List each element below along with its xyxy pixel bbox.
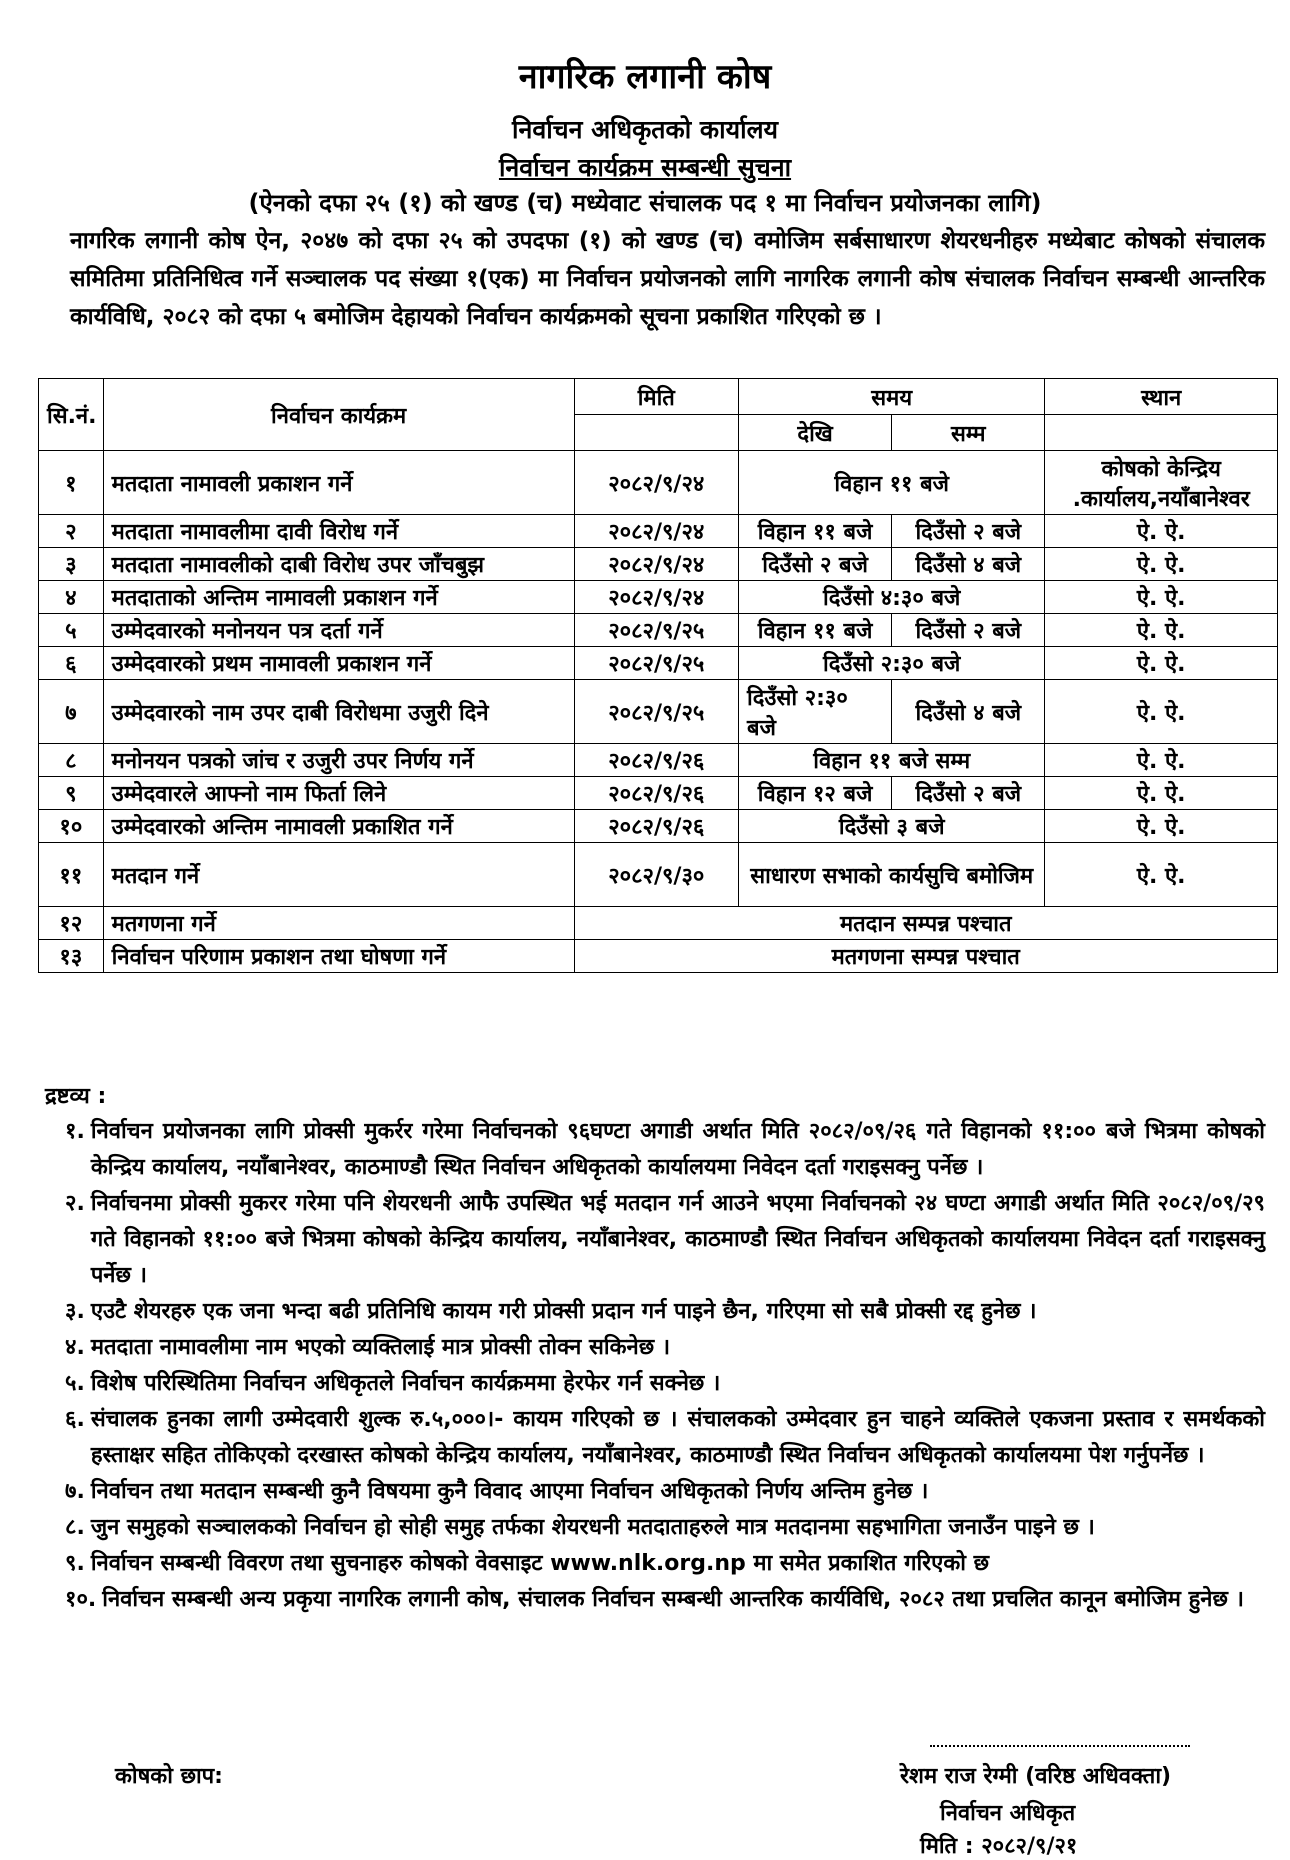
row-time: विहान ११ बजे सम्म bbox=[739, 744, 1045, 777]
table-row bbox=[39, 777, 1278, 810]
row-sn: १२ bbox=[39, 907, 104, 940]
signature-line bbox=[930, 1745, 1190, 1747]
intro-paragraph: नागरिक लगानी कोष ऐन, २०४७ को दफा २५ को उपदफा (१) को खण्ड (च) वमोजिम सर्बसाधारण शेयरधनीहरु मध्येबाट कोषको संचालक समितिमा प्रतिनिधित्व गर्ने सञ्चालक पद संख्या १(एक) मा निर्वाचन प्रयोजनको लागि नागरिक लगानी कोष संचालक निर्वाचन सम्बन्धी आन्तरिक कार्यविधि, २०८२ को दफा ५ बमोजिम देहायको निर्वाचन कार्यक्रमको सूचना प्रकाशित गरिएको छ । bbox=[70, 228, 1265, 330]
header-time: समय bbox=[739, 379, 1045, 415]
note-text: मतदाता नामावलीमा नाम भएको व्यक्तिलाई मात्र प्रोक्सी तोक्न सकिनेछ । bbox=[90, 1335, 671, 1360]
note-item bbox=[45, 1366, 1265, 1402]
note-text: निर्वाचन तथा मतदान सम्बन्धी कुनै विषयमा कुनै विवाद आएमा निर्वाचन अधिकृतको निर्णय अन्तिम हुनेछ । bbox=[90, 1479, 929, 1504]
officer-designation: निर्वाचन अधिकृत bbox=[940, 1801, 1076, 1826]
row-sn: ३ bbox=[39, 548, 104, 581]
row-place: ऐ. ऐ. bbox=[1045, 810, 1278, 843]
row-sn: २ bbox=[39, 515, 104, 548]
row-sn: ११ bbox=[39, 843, 104, 907]
row-date: २०८२/९/२५ bbox=[574, 647, 739, 680]
note-item bbox=[45, 1294, 1265, 1330]
note-number: ५. bbox=[65, 1371, 85, 1396]
row-sn: १३ bbox=[39, 940, 104, 973]
row-time: दिउँसो ४:३० बजे bbox=[739, 581, 1045, 614]
row-span-note: मतगणना सम्पन्न पश्चात bbox=[574, 940, 1277, 973]
note-number: १. bbox=[65, 1119, 85, 1144]
row-sn: १० bbox=[39, 810, 104, 843]
row-time-from: विहान १२ बजे bbox=[739, 777, 892, 810]
table-row bbox=[39, 907, 1278, 940]
table-row bbox=[39, 744, 1278, 777]
note-number: ३. bbox=[65, 1299, 85, 1324]
row-program: उम्मेदवारको प्रथम नामावली प्रकाशन गर्ने bbox=[103, 647, 574, 680]
row-date: २०८२/९/२६ bbox=[574, 777, 739, 810]
note-text: एउटै शेयरहरु एक जना भन्दा बढी प्रतिनिधि कायम गरी प्रोक्सी प्रदान गर्न पाइने छैन, गरिएमा सो सबै प्रोक्सी रद्द हुनेछ । bbox=[90, 1299, 1037, 1324]
note-number: ४. bbox=[65, 1335, 85, 1360]
row-date: २०८२/९/२५ bbox=[574, 680, 739, 744]
row-time-to: दिउँसो २ बजे bbox=[892, 515, 1045, 548]
note-item bbox=[45, 1474, 1265, 1510]
row-sn: ६ bbox=[39, 647, 104, 680]
table-row bbox=[39, 940, 1278, 973]
header-place: स्थान bbox=[1045, 379, 1278, 415]
office-stamp-label: कोषको छाप: bbox=[115, 1764, 223, 1789]
notice-parenthetical: (ऐनको दफा २५ (१) को खण्ड (च) मध्येवाट संचालक पद १ मा निर्वाचन प्रयोजनका लागि) bbox=[248, 189, 1042, 217]
row-sn: ५ bbox=[39, 614, 104, 647]
row-time: विहान ११ बजे bbox=[739, 451, 1045, 515]
row-time-to: दिउँसो ४ बजे bbox=[892, 548, 1045, 581]
row-place: कोषको केन्द्रिय .कार्यालय,नयाँबानेश्वर bbox=[1045, 451, 1278, 515]
row-place: ऐ. ऐ. bbox=[1045, 647, 1278, 680]
header-from: देखि bbox=[739, 415, 892, 451]
note-number: २. bbox=[65, 1191, 85, 1216]
row-program: मतदाता नामावली प्रकाशन गर्ने bbox=[103, 451, 574, 515]
row-program: उम्मेदवारको मनोनयन पत्र दर्ता गर्ने bbox=[103, 614, 574, 647]
note-item bbox=[45, 1402, 1265, 1474]
row-date: २०८२/९/२६ bbox=[574, 744, 739, 777]
note-item bbox=[45, 1546, 1265, 1582]
row-time-to: दिउँसो ४ बजे bbox=[892, 680, 1045, 744]
table-row bbox=[39, 515, 1278, 548]
row-date: २०८२/९/२४ bbox=[574, 581, 739, 614]
note-text: निर्वाचन सम्बन्धी विवरण तथा सुचनाहरु कोषको वेवसाइट www.nlk.org.np मा समेत प्रकाशित गरिएको छ bbox=[90, 1551, 990, 1576]
notes-section bbox=[45, 1080, 1265, 1618]
office-title: निर्वाचन अधिकृतको कार्यालय bbox=[511, 115, 779, 144]
notice-subject bbox=[0, 150, 1290, 184]
row-program: उम्मेदवारको नाम उपर दाबी विरोधमा उजुरी दिने bbox=[103, 680, 574, 744]
row-date: २०८२/९/२४ bbox=[574, 548, 739, 581]
row-time-from: विहान ११ बजे bbox=[739, 515, 892, 548]
note-text: निर्वाचन सम्बन्धी अन्य प्रकृया नागरिक लगानी कोष, संचालक निर्वाचन सम्बन्धी आन्तरिक कार्यविधि, २०८२ तथा प्रचलित कानून बमोजिम हुनेछ । bbox=[102, 1587, 1244, 1612]
row-place: ऐ. ऐ. bbox=[1045, 680, 1278, 744]
row-place: ऐ. ऐ. bbox=[1045, 744, 1278, 777]
row-place: ऐ. ऐ. bbox=[1045, 515, 1278, 548]
officer-name: रेशम राज रेग्मी (वरिष्ठ अधिवक्ता) bbox=[900, 1764, 1172, 1789]
note-text: निर्वाचनमा प्रोक्सी मुकरर गरेमा पनि शेयरधनी आफै उपस्थित भई मतदान गर्न आउने भएमा निर्वाचनको २४ घण्टा अगाडी अर्थात मिति २०८२/०९/२९ गते विहानको ११:०० बजे भित्रमा कोषको केन्द्रिय कार्यालय, नयाँबानेश्वर, काठमाण्डौ स्थित निर्वाचन अधिकृतको कार्यालयमा निवेदन दर्ता गराइसक्नु पर्नेछ । bbox=[90, 1191, 1265, 1288]
row-time-from: दिउँसो २ बजे bbox=[739, 548, 892, 581]
row-program: निर्वाचन परिणाम प्रकाशन तथा घोषणा गर्ने bbox=[103, 940, 574, 973]
row-program: मतगणना गर्ने bbox=[103, 907, 574, 940]
table-row bbox=[39, 810, 1278, 843]
note-item bbox=[45, 1510, 1265, 1546]
row-sn: ९ bbox=[39, 777, 104, 810]
table-row bbox=[39, 843, 1278, 907]
row-program: मतदाता नामावलीको दाबी विरोध उपर जाँचबुझ bbox=[103, 548, 574, 581]
row-date: २०८२/९/२५ bbox=[574, 614, 739, 647]
note-item bbox=[45, 1114, 1265, 1186]
note-number: ६. bbox=[65, 1407, 85, 1432]
row-place: ऐ. ऐ. bbox=[1045, 843, 1278, 907]
row-program: मतदाता नामावलीमा दावी विरोध गर्ने bbox=[103, 515, 574, 548]
header-date-blank bbox=[574, 415, 739, 451]
notice-subject-text: निर्वाचन कार्यक्रम सम्बन्धी सुचना bbox=[498, 153, 792, 182]
table-row bbox=[39, 548, 1278, 581]
table-row bbox=[39, 647, 1278, 680]
table-row bbox=[39, 581, 1278, 614]
note-item bbox=[45, 1582, 1265, 1618]
row-date: २०८२/९/३० bbox=[574, 843, 739, 907]
row-time: दिउँसो ३ बजे bbox=[739, 810, 1045, 843]
note-number: ७. bbox=[65, 1479, 85, 1504]
table-row bbox=[39, 680, 1278, 744]
row-sn: ७ bbox=[39, 680, 104, 744]
row-sn: ८ bbox=[39, 744, 104, 777]
election-schedule-table bbox=[38, 378, 1278, 973]
header-place-blank bbox=[1045, 415, 1278, 451]
note-text: संचालक हुनका लागी उम्मेदवारी शुल्क रु.५,०००।- कायम गरिएको छ । संचालकको उम्मेदवार हुन चाहने व्यक्तिले एकजना प्रस्ताव र समर्थकको हस्ताक्षर सहित तोकिएको दरखास्त कोषको केन्द्रिय कार्यालय, नयाँबानेश्वर, काठमाण्डौ स्थित निर्वाचन अधिकृतको कार्यालयमा पेश गर्नुपर्नेछ । bbox=[90, 1407, 1265, 1468]
row-span-note: मतदान सम्पन्न पश्चात bbox=[574, 907, 1277, 940]
note-item bbox=[45, 1186, 1265, 1294]
row-program: मनोनयन पत्रको जांच र उजुरी उपर निर्णय गर्ने bbox=[103, 744, 574, 777]
row-time-from: दिउँसो २:३० बजे bbox=[739, 680, 892, 744]
row-date: २०८२/९/२४ bbox=[574, 451, 739, 515]
row-time-from: विहान ११ बजे bbox=[739, 614, 892, 647]
row-place: ऐ. ऐ. bbox=[1045, 548, 1278, 581]
notes-title: द्रष्टव्य : bbox=[45, 1084, 107, 1109]
header-to: सम्म bbox=[892, 415, 1045, 451]
row-place: ऐ. ऐ. bbox=[1045, 581, 1278, 614]
row-program: मतदाताको अन्तिम नामावली प्रकाशन गर्ने bbox=[103, 581, 574, 614]
row-time-to: दिउँसो २ बजे bbox=[892, 777, 1045, 810]
signature-date: मिति : २०८२/९/२१ bbox=[920, 1834, 1078, 1859]
organization-title: नागरिक लगानी कोष bbox=[518, 57, 772, 97]
row-place: ऐ. ऐ. bbox=[1045, 777, 1278, 810]
row-date: २०८२/९/२४ bbox=[574, 515, 739, 548]
note-text: विशेष परिस्थितिमा निर्वाचन अधिकृतले निर्वाचन कार्यक्रममा हेरफेर गर्न सक्नेछ । bbox=[90, 1371, 721, 1396]
row-sn: ४ bbox=[39, 581, 104, 614]
note-text: निर्वाचन प्रयोजनका लागि प्रोक्सी मुकर्रर गरेमा निर्वाचनको ९६घण्टा अगाडी अर्थात मिति २०८२/०९/२६ गते विहानको ११:०० बजे भित्रमा कोषको केन्द्रिय कार्यालय, नयाँबानेश्वर, काठमाण्डौ स्थित निर्वाचन अधिकृतको कार्यालयमा निवेदन दर्ता गराइसक्नु पर्नेछ । bbox=[90, 1119, 1265, 1180]
note-number: ९. bbox=[65, 1551, 85, 1576]
row-date: २०८२/९/२६ bbox=[574, 810, 739, 843]
header-program: निर्वाचन कार्यक्रम bbox=[103, 379, 574, 451]
row-program: मतदान गर्ने bbox=[103, 843, 574, 907]
row-time: साधारण सभाको कार्यसुचि बमोजिम bbox=[739, 843, 1045, 907]
note-item bbox=[45, 1330, 1265, 1366]
note-number: १०. bbox=[65, 1587, 97, 1612]
row-place: ऐ. ऐ. bbox=[1045, 614, 1278, 647]
header-sn: सि.नं. bbox=[39, 379, 104, 451]
row-program: उम्मेदवारको अन्तिम नामावली प्रकाशित गर्ने bbox=[103, 810, 574, 843]
row-program: उम्मेदवारले आफ्नो नाम फिर्ता लिने bbox=[103, 777, 574, 810]
row-time-to: दिउँसो २ बजे bbox=[892, 614, 1045, 647]
table-row bbox=[39, 614, 1278, 647]
row-time: दिउँसो २:३० बजे bbox=[739, 647, 1045, 680]
note-number: ८. bbox=[65, 1515, 85, 1540]
note-text: जुन समुहको सञ्चालकको निर्वाचन हो सोही समुह तर्फका शेयरधनी मतदाताहरुले मात्र मतदानमा सहभागिता जनाउँन पाइने छ । bbox=[90, 1515, 1095, 1540]
header-date: मिति bbox=[574, 379, 739, 415]
row-sn: १ bbox=[39, 451, 104, 515]
table-row bbox=[39, 451, 1278, 515]
